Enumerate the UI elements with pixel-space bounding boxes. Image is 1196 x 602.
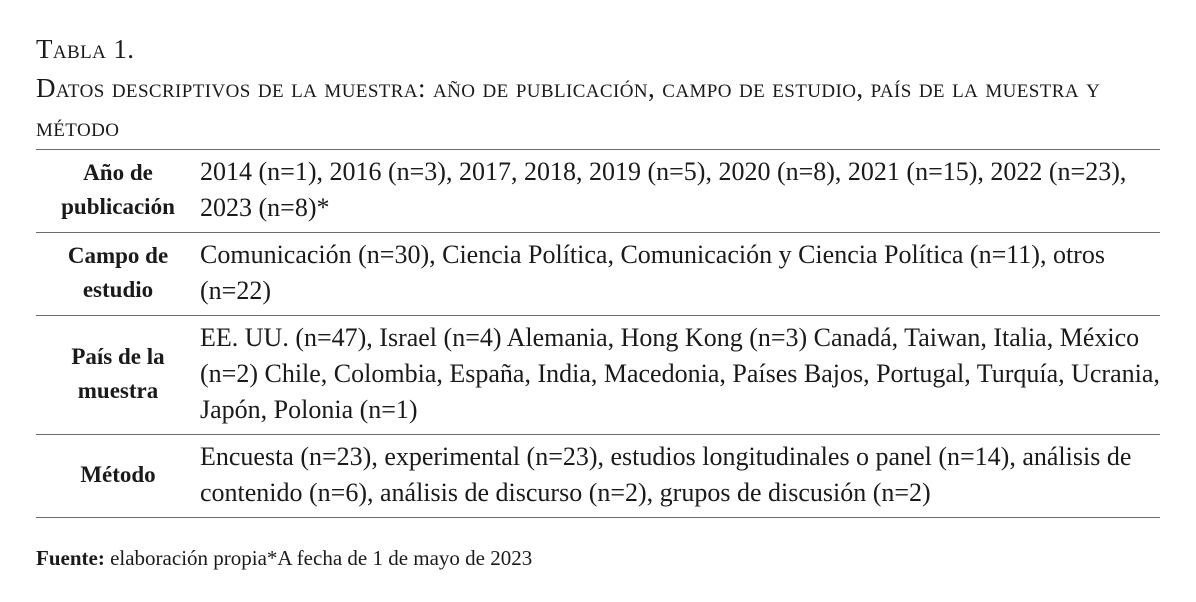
row-header: Año de publicación <box>36 150 200 233</box>
data-table <box>36 149 1160 518</box>
row-header: País de la muestra <box>36 316 200 435</box>
table-row <box>36 316 1160 435</box>
source-label: Fuente: <box>36 546 105 570</box>
row-header: Campo de estudio <box>36 233 200 316</box>
row-value: 2014 (n=1), 2016 (n=3), 2017, 2018, 2019 (n=5), 2020 (n=8), 2021 (n=15), 2022 (n=23), 2023 (n=8)* <box>200 150 1160 233</box>
row-value: Comunicación (n=30), Ciencia Política, Comunicación y Ciencia Política (n=11), otros (n=22) <box>200 233 1160 316</box>
table-row <box>36 435 1160 518</box>
row-header: Método <box>36 435 200 518</box>
table-row <box>36 150 1160 233</box>
table-caption <box>36 30 1166 147</box>
table-row <box>36 233 1160 316</box>
row-value: Encuesta (n=23), experimental (n=23), estudios longitudinales o panel (n=14), análisis de contenido (n=6), análisis de discurso (n=2), grupos de discusión (n=2) <box>200 435 1160 518</box>
source-text: elaboración propia*A fecha de 1 de mayo de 2023 <box>104 546 533 570</box>
source-note <box>36 544 532 572</box>
table-title: Datos descriptivos de la muestra: año de publicación, campo de estudio, país de la muestra y método <box>36 73 1101 142</box>
row-value: EE. UU. (n=47), Israel (n=4) Alemania, Hong Kong (n=3) Canadá, Taiwan, Italia, México (n=2) Chile, Colombia, España, India, Macedonia, Países Bajos, Portugal, Turquía, Ucrania, Japón, Polonia (n=1) <box>200 316 1160 435</box>
table-label: Tabla 1. <box>36 34 135 64</box>
